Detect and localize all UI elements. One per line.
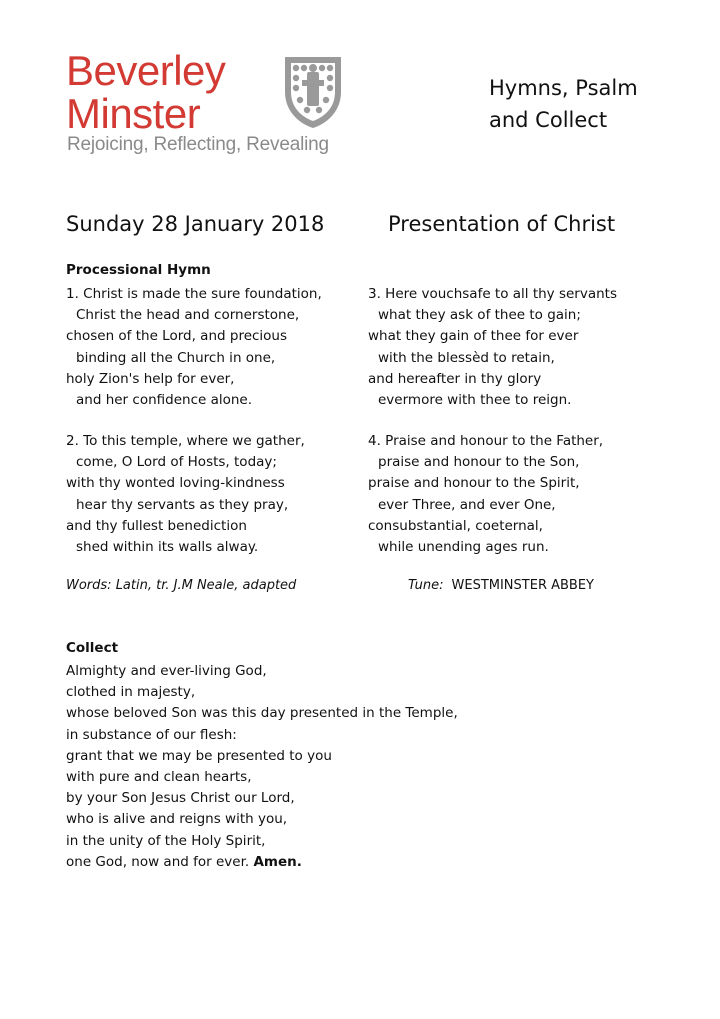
minster-shield-icon	[282, 54, 344, 130]
verse-line: holy Zion's help for ever,	[66, 370, 235, 387]
collect-line: by your Son Jesus Christ our Lord,	[66, 790, 295, 807]
collect-line: in substance of our flesh:	[66, 726, 237, 743]
words-credit: Words: Latin, tr. J.M Neale, adapted	[66, 578, 297, 593]
collect-line: whose beloved Son was this day presented in the Temple,	[66, 705, 458, 722]
logo-word-beverley: Beverley	[66, 47, 226, 94]
verse-line: Christ the head and cornerstone,	[76, 307, 300, 324]
verse-line: shed within its walls alway.	[76, 539, 259, 556]
verse-line: with the blessèd to retain,	[378, 349, 555, 366]
verse-line: praise and honour to the Spirit,	[368, 475, 580, 492]
collect-last-text: one God, now and for ever.	[66, 853, 250, 870]
hymn-verse-1	[66, 284, 322, 411]
minster-logo	[66, 47, 366, 160]
verse-line: ever Three, and ever One,	[378, 496, 556, 513]
hymn-verse-3	[368, 284, 617, 411]
verse-line: 2. To this temple, where we gather,	[66, 433, 305, 449]
collect-line: grant that we may be presented to you	[66, 747, 332, 764]
verse-line: while unending ages run.	[378, 539, 549, 556]
collect-line: in the unity of the Holy Spirit,	[66, 832, 266, 849]
collect-line: with pure and clean hearts,	[66, 769, 252, 786]
collect-heading: Collect	[66, 640, 119, 656]
verse-line: consubstantial, coeternal,	[368, 517, 543, 534]
document-title-line-1: Hymns, Psalm	[489, 76, 638, 100]
collect-line: clothed in majesty,	[66, 684, 196, 701]
verse-line: and thy fullest benediction	[66, 517, 247, 534]
document-title	[489, 72, 638, 136]
tune-name: WESTMINSTER ABBEY	[451, 578, 594, 593]
verse-line: and hereafter in thy glory	[368, 370, 542, 387]
service-date: Sunday 28 January 2018	[66, 212, 325, 236]
hymn-verse-2	[66, 431, 305, 558]
verse-line: come, O Lord of Hosts, today;	[76, 454, 277, 471]
verse-line: binding all the Church in one,	[76, 349, 276, 366]
collect-line: Almighty and ever-living God,	[66, 663, 267, 679]
hymn-verse-4	[368, 431, 603, 558]
verse-line: 4. Praise and honour to the Father,	[368, 433, 604, 449]
collect-prayer	[66, 661, 458, 873]
verse-line: 3. Here vouchsafe to all thy servants	[368, 286, 617, 302]
verse-line: praise and honour to the Son,	[378, 454, 580, 471]
logo-tagline: Rejoicing, Reflecting, Revealing	[67, 134, 329, 155]
collect-line: who is alive and reigns with you,	[66, 811, 288, 828]
document-title-line-2: and Collect	[489, 108, 608, 132]
verse-line: 1. Christ is made the sure foundation,	[66, 286, 322, 302]
verse-line: what they ask of thee to gain;	[378, 307, 581, 324]
logo-word-minster: Minster	[66, 90, 201, 137]
tune-label: Tune:	[408, 578, 444, 593]
tune-credit	[408, 578, 594, 593]
amen: Amen.	[253, 853, 302, 870]
verse-line: what they gain of thee for ever	[368, 328, 579, 345]
verse-line: with thy wonted loving-kindness	[66, 475, 285, 492]
service-feast: Presentation of Christ	[388, 212, 616, 236]
verse-line: hear thy servants as they pray,	[76, 496, 289, 513]
verse-line: evermore with thee to reign.	[378, 392, 572, 409]
verse-line: chosen of the Lord, and precious	[66, 328, 288, 345]
hymn-heading: Processional Hymn	[66, 262, 211, 278]
collect-last-line	[66, 852, 458, 873]
verse-line: and her confidence alone.	[76, 392, 253, 409]
